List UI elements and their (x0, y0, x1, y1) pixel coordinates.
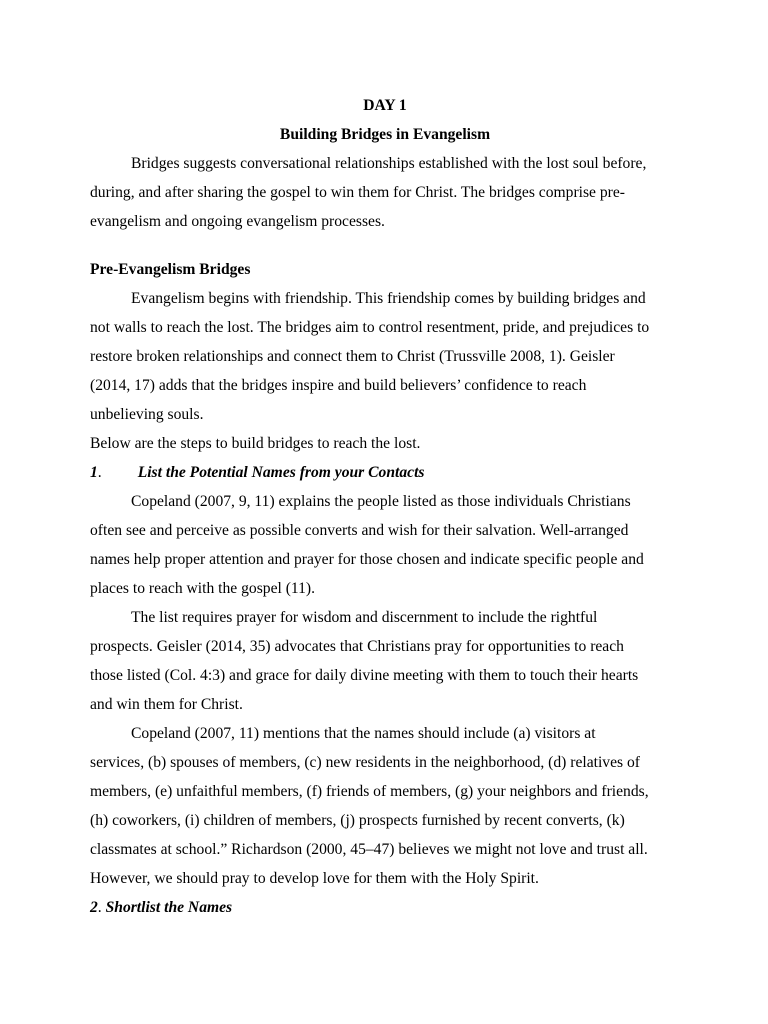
section-line: (2014, 17) adds that the bridges inspire and build believers’ confidence to reach (90, 377, 587, 394)
intro-line: during, and after sharing the gospel to win them for Christ. The bridges comprise pre- (90, 184, 625, 201)
step-1-para-1-line: names help proper attention and prayer for those chosen and indicate specific people and (90, 551, 644, 568)
step-1-dot: . (97, 464, 102, 481)
section-line: unbelieving souls. (90, 406, 204, 423)
section-line: Evangelism begins with friendship. This friendship comes by building bridges and (131, 290, 646, 307)
step-1-heading (90, 458, 680, 487)
document-title: Building Bridges in Evangelism (279, 126, 491, 143)
step-1-para-3-line: classmates at school.” Richardson (2000, 45–47) believes we might not love and trust all. (90, 841, 648, 858)
step-2-title: Shortlist the Names (101, 899, 233, 916)
intro-line: evangelism and ongoing evangelism processes. (90, 213, 385, 230)
step-1-para-2-line: and win them for Christ. (90, 696, 243, 713)
steps-intro: Below are the steps to build bridges to reach the lost. (90, 435, 421, 452)
step-1-paragraph-2 (90, 603, 680, 719)
step-1-para-3-line: However, we should pray to develop love for them with the Holy Spirit. (90, 870, 539, 887)
step-1-para-1-line: often see and perceive as possible converts and wish for their salvation. Well-arranged (90, 522, 629, 539)
step-2-number: 2 (90, 899, 98, 916)
step-1-paragraph-1 (90, 487, 680, 603)
step-1-para-3-line: services, (b) spouses of members, (c) new residents in the neighborhood, (d) relatives of (90, 754, 640, 771)
section-line: not walls to reach the lost. The bridges aim to control resentment, pride, and prejudices to (90, 319, 650, 336)
step-1-para-1-line: places to reach with the gospel (11). (90, 580, 316, 597)
step-1-para-3-line: members, (e) unfaithful members, (f) friends of members, (g) your neighbors and friends, (90, 783, 649, 800)
step-2-heading (90, 893, 680, 922)
day-label: DAY 1 (363, 97, 407, 114)
step-2-dot: . (97, 899, 102, 916)
step-1-para-2-line: The list requires prayer for wisdom and discernment to include the rightful (131, 609, 598, 626)
intro-line: Bridges suggests conversational relationships established with the lost soul before, (131, 155, 647, 172)
step-1-paragraph-3 (90, 719, 680, 893)
step-1-number: 1 (90, 464, 98, 481)
section-line: restore broken relationships and connect them to Christ (Trussville 2008, 1). Geisler (90, 348, 615, 365)
section-paragraph (90, 284, 680, 429)
step-1-para-3-line: (h) coworkers, (i) children of members, (j) prospects furnished by recent converts, (k) (90, 812, 625, 829)
step-1-para-1-line: Copeland (2007, 9, 11) explains the people listed as those individuals Christians (131, 493, 631, 510)
document-page (90, 91, 680, 922)
step-1-title: List the Potential Names from your Contacts (137, 464, 425, 481)
step-1-para-2-line: prospects. Geisler (2014, 35) advocates that Christians pray for opportunities to reach (90, 638, 624, 655)
paragraph-gap (90, 236, 680, 255)
section-heading: Pre-Evangelism Bridges (90, 261, 251, 278)
step-1-para-2-line: those listed (Col. 4:3) and grace for daily divine meeting with them to touch their hearts (90, 667, 639, 684)
step-1-para-3-line: Copeland (2007, 11) mentions that the names should include (a) visitors at (131, 725, 596, 742)
intro-paragraph (90, 149, 680, 236)
